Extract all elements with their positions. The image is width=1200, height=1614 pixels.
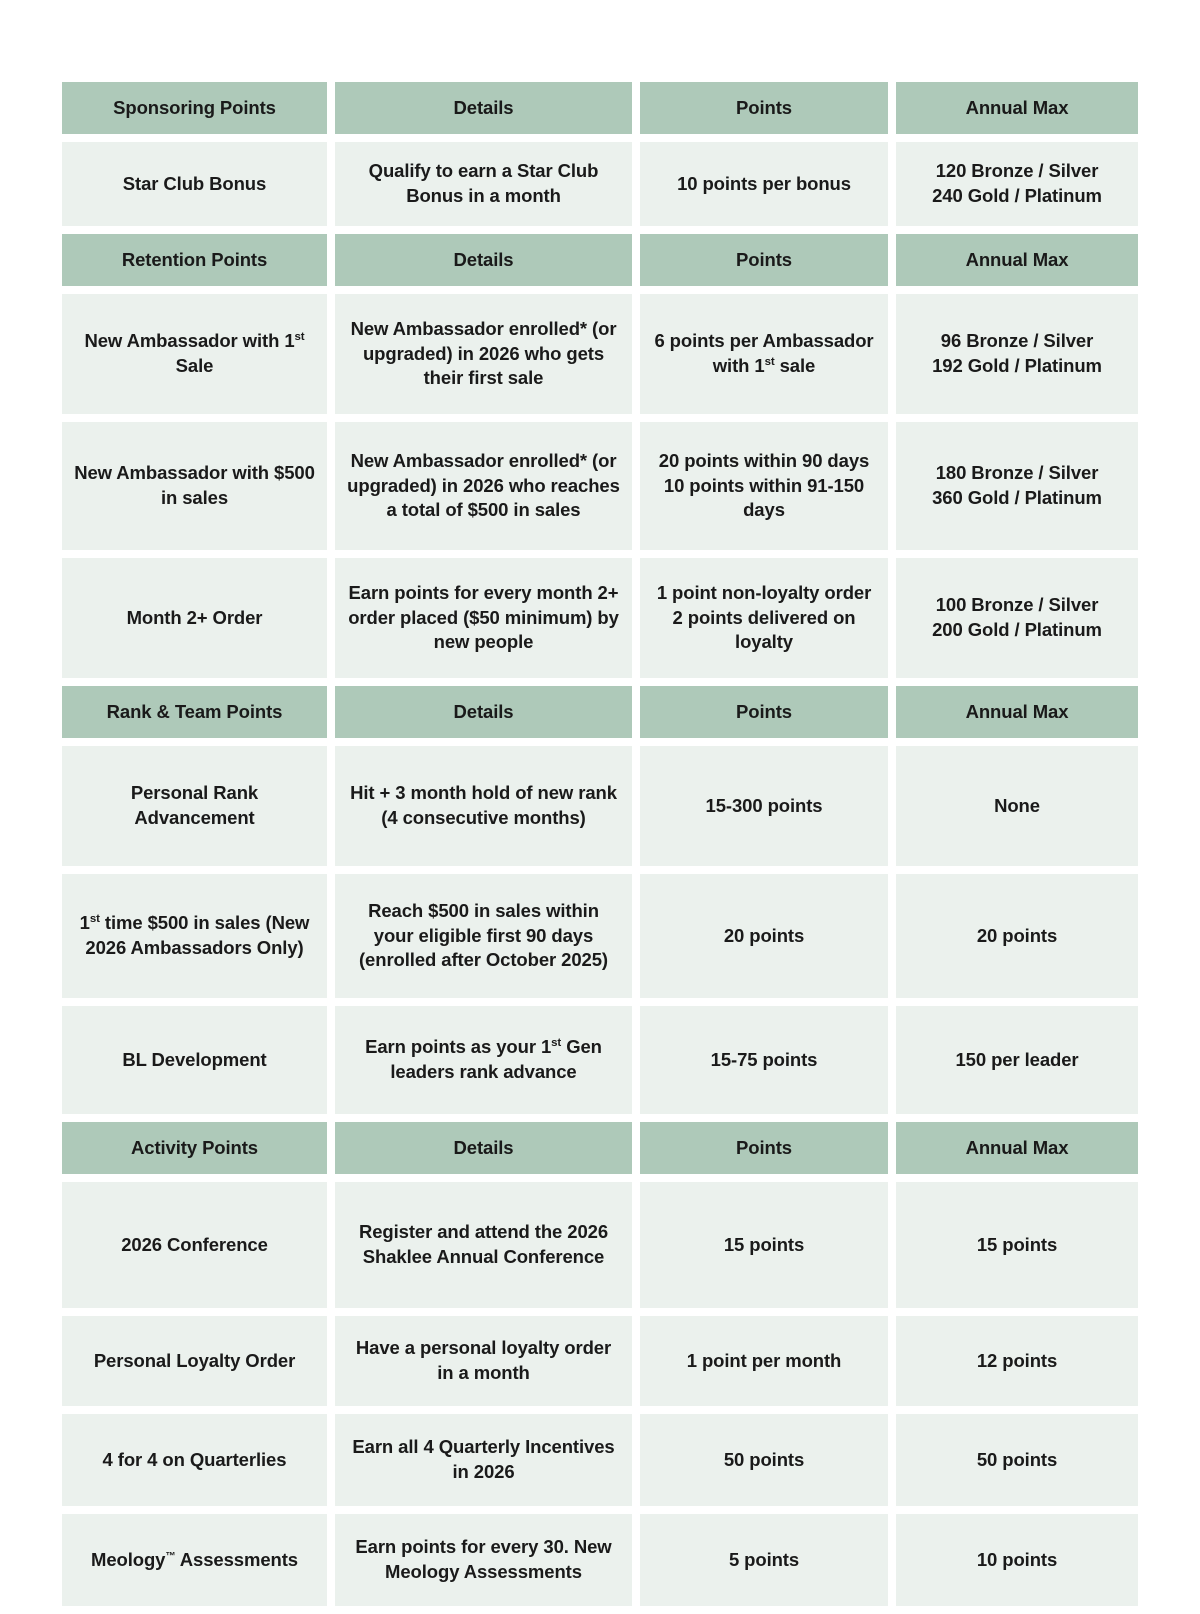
cell-annual-max-star-club-bonus-line: 120 Bronze / Silver: [935, 160, 1099, 182]
column-header-annual-max: Annual Max: [896, 82, 1138, 134]
table-row: [62, 1414, 1138, 1506]
column-header-points: Points: [640, 686, 888, 738]
column-header-details: Details: [335, 686, 632, 738]
cell-annual-max-month-2-plus-order-line: 200 Gold / Platinum: [932, 619, 1102, 640]
table-row: [62, 558, 1138, 678]
cell-points-new-ambassador-first-sale: 6 points per Ambassador with 1st sale: [640, 294, 888, 414]
cell-category-meology-assessments: Meology™ Assessments: [62, 1514, 327, 1606]
cell-points-2026-conference: 15 points: [640, 1182, 888, 1308]
cell-annual-max-personal-loyalty-order: 12 points: [896, 1316, 1138, 1406]
table-row: [62, 294, 1138, 414]
cell-details-meology-assessments: Earn points for every 30. New Meology Assessments: [335, 1514, 632, 1606]
cell-points-star-club-bonus: 10 points per bonus: [640, 142, 888, 226]
cell-points-personal-loyalty-order: 1 point per month: [640, 1316, 888, 1406]
cell-category-first-time-500-in-sales: 1st time $500 in sales (New 2026 Ambassadors Only): [62, 874, 327, 998]
cell-details-bl-development: Earn points as your 1st Gen leaders rank advance: [335, 1006, 632, 1114]
column-header-annual-max: Annual Max: [896, 1122, 1138, 1174]
cell-annual-max-new-ambassador-500-sales-line: 360 Gold / Platinum: [932, 487, 1102, 508]
section-header-category-activity: Activity Points: [62, 1122, 327, 1174]
cell-annual-max-new-ambassador-first-sale-line: 96 Bronze / Silver: [940, 330, 1094, 352]
column-header-details: Details: [335, 1122, 632, 1174]
section-header-row-sponsoring: [62, 82, 1138, 134]
table-row: [62, 1182, 1138, 1308]
points-program-table: [54, 74, 1146, 1614]
column-header-annual-max: Annual Max: [896, 234, 1138, 286]
cell-details-first-time-500-in-sales: Reach $500 in sales within your eligible first 90 days (enrolled after October 2025): [335, 874, 632, 998]
cell-details-new-ambassador-500-sales: New Ambassador enrolled* (or upgraded) in 2026 who reaches a total of $500 in sales: [335, 422, 632, 550]
cell-annual-max-bl-development: 150 per leader: [896, 1006, 1138, 1114]
column-header-details: Details: [335, 234, 632, 286]
cell-category-month-2-plus-order: Month 2+ Order: [62, 558, 327, 678]
cell-points-month-2-plus-order-line: 1 point non-loyalty order: [656, 581, 872, 603]
cell-details-4-for-4-on-quarterlies: Earn all 4 Quarterly Incentives in 2026: [335, 1414, 632, 1506]
cell-annual-max-new-ambassador-500-sales: [896, 422, 1138, 550]
column-header-annual-max: Annual Max: [896, 686, 1138, 738]
section-header-category-rank-team: Rank & Team Points: [62, 686, 327, 738]
cell-annual-max-personal-rank-advancement: None: [896, 746, 1138, 866]
cell-points-personal-rank-advancement: 15-300 points: [640, 746, 888, 866]
table-row: [62, 746, 1138, 866]
cell-details-month-2-plus-order: Earn points for every month 2+ order placed ($50 minimum) by new people: [335, 558, 632, 678]
table-row: [62, 874, 1138, 998]
cell-details-personal-rank-advancement: Hit + 3 month hold of new rank (4 consecutive months): [335, 746, 632, 866]
cell-category-star-club-bonus: Star Club Bonus: [62, 142, 327, 226]
cell-annual-max-4-for-4-on-quarterlies: 50 points: [896, 1414, 1138, 1506]
cell-points-month-2-plus-order: [640, 558, 888, 678]
cell-details-personal-loyalty-order: Have a personal loyalty order in a month: [335, 1316, 632, 1406]
cell-category-new-ambassador-first-sale: New Ambassador with 1st Sale: [62, 294, 327, 414]
cell-category-4-for-4-on-quarterlies: 4 for 4 on Quarterlies: [62, 1414, 327, 1506]
column-header-points: Points: [640, 234, 888, 286]
cell-annual-max-new-ambassador-first-sale-line: 192 Gold / Platinum: [932, 355, 1102, 376]
cell-annual-max-month-2-plus-order: [896, 558, 1138, 678]
table-row: [62, 1316, 1138, 1406]
table-row: [62, 1006, 1138, 1114]
table-row: [62, 1514, 1138, 1606]
section-header-row-retention: [62, 234, 1138, 286]
cell-points-new-ambassador-500-sales-line: 20 points within 90 days: [658, 449, 870, 471]
cell-details-2026-conference: Register and attend the 2026 Shaklee Annual Conference: [335, 1182, 632, 1308]
cell-details-star-club-bonus: Qualify to earn a Star Club Bonus in a month: [335, 142, 632, 226]
cell-annual-max-first-time-500-in-sales: 20 points: [896, 874, 1138, 998]
cell-points-month-2-plus-order-line: 2 points delivered on loyalty: [672, 606, 856, 653]
cell-category-personal-loyalty-order: Personal Loyalty Order: [62, 1316, 327, 1406]
cell-category-new-ambassador-500-sales: New Ambassador with $500 in sales: [62, 422, 327, 550]
section-header-category-retention: Retention Points: [62, 234, 327, 286]
cell-annual-max-star-club-bonus: [896, 142, 1138, 226]
cell-points-4-for-4-on-quarterlies: 50 points: [640, 1414, 888, 1506]
cell-category-personal-rank-advancement: Personal Rank Advancement: [62, 746, 327, 866]
table-row: [62, 422, 1138, 550]
cell-category-2026-conference: 2026 Conference: [62, 1182, 327, 1308]
cell-points-new-ambassador-500-sales: [640, 422, 888, 550]
column-header-details: Details: [335, 82, 632, 134]
cell-points-new-ambassador-500-sales-line: 10 points within 91-150 days: [663, 474, 865, 521]
cell-annual-max-2026-conference: 15 points: [896, 1182, 1138, 1308]
cell-annual-max-meology-assessments: 10 points: [896, 1514, 1138, 1606]
table-row: [62, 142, 1138, 226]
cell-annual-max-star-club-bonus-line: 240 Gold / Platinum: [932, 185, 1102, 206]
section-header-row-activity: [62, 1122, 1138, 1174]
column-header-points: Points: [640, 82, 888, 134]
cell-annual-max-new-ambassador-first-sale: [896, 294, 1138, 414]
cell-annual-max-month-2-plus-order-line: 100 Bronze / Silver: [935, 594, 1099, 616]
cell-points-bl-development: 15-75 points: [640, 1006, 888, 1114]
cell-points-meology-assessments: 5 points: [640, 1514, 888, 1606]
section-header-row-rank-team: [62, 686, 1138, 738]
column-header-points: Points: [640, 1122, 888, 1174]
section-header-category-sponsoring: Sponsoring Points: [62, 82, 327, 134]
cell-points-first-time-500-in-sales: 20 points: [640, 874, 888, 998]
cell-annual-max-new-ambassador-500-sales-line: 180 Bronze / Silver: [935, 462, 1099, 484]
cell-category-bl-development: BL Development: [62, 1006, 327, 1114]
cell-details-new-ambassador-first-sale: New Ambassador enrolled* (or upgraded) in 2026 who gets their first sale: [335, 294, 632, 414]
